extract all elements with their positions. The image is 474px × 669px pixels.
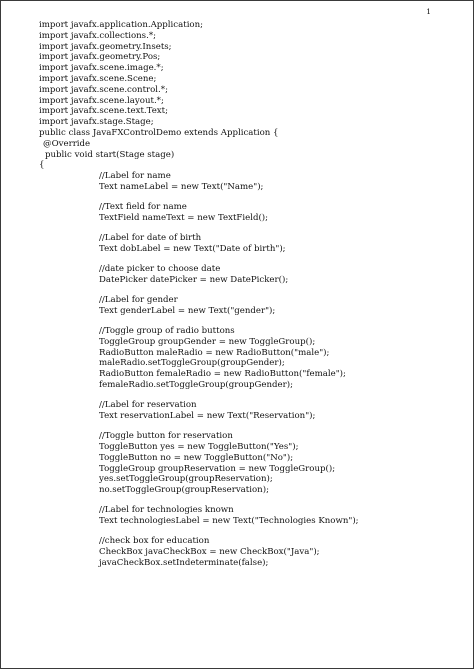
code-line: DatePicker datePicker = new DatePicker(); [99, 274, 289, 285]
code-line: ToggleButton no = new ToggleButton("No"); [99, 452, 294, 463]
code-line: TextField nameText = new TextField(); [99, 212, 269, 223]
code-line: //Text field for name [99, 202, 187, 213]
code-line: //Label for name [99, 171, 171, 182]
code-line: import javafx.scene.image.*; [39, 63, 164, 74]
code-line: CheckBox javaCheckBox = new CheckBox("Java"); [99, 547, 320, 558]
blank-line [39, 422, 463, 431]
code-line: @Override [43, 138, 91, 149]
page-number: 1 [426, 7, 431, 16]
blank-line [39, 317, 463, 326]
blank-line [39, 496, 463, 505]
code-line: import javafx.scene.text.Text; [39, 106, 168, 117]
code-line: RadioButton maleRadio = new RadioButton("male"); [99, 347, 330, 358]
code-line: maleRadio.setToggleGroup(groupGender); [99, 358, 285, 369]
blank-line [39, 527, 463, 536]
code-line: Text technologiesLabel = new Text("Technologies Known"); [99, 516, 359, 527]
code-line: import javafx.geometry.Pos; [39, 52, 161, 63]
code-line: import javafx.geometry.Insets; [39, 41, 172, 52]
code-line: public class JavaFXControlDemo extends Application { [39, 127, 279, 138]
code-line: public void start(Stage stage) [45, 149, 175, 160]
code-line: ToggleButton yes = new ToggleButton("Yes"); [99, 442, 299, 453]
code-line: //Label for date of birth [99, 233, 202, 244]
code-line: //Toggle group of radio buttons [99, 326, 235, 337]
code-line: import javafx.scene.Scene; [39, 73, 157, 84]
code-line: no.setToggleGroup(groupReservation); [99, 485, 269, 496]
code-line: ToggleGroup groupGender = new ToggleGroup(); [99, 336, 316, 347]
code-line: //Toggle button for reservation [99, 431, 233, 442]
blank-line [39, 255, 463, 264]
code-line: femaleRadio.setToggleGroup(groupGender); [99, 380, 293, 391]
code-line: yes.setToggleGroup(groupReservation); [99, 474, 273, 485]
code-line: import javafx.application.Application; [39, 20, 204, 30]
code-line: import javafx.stage.Stage; [39, 117, 154, 128]
code-line: import javafx.collections.*; [39, 30, 157, 41]
code-line: import javafx.scene.control.*; [39, 84, 168, 95]
code-line: import javafx.scene.layout.*; [39, 95, 164, 106]
blank-line [39, 286, 463, 295]
code-line: Text dobLabel = new Text("Date of birth"); [99, 243, 286, 254]
code-line: //Label for technologies known [99, 505, 234, 516]
code-line: //date picker to choose date [99, 264, 221, 275]
code-line: //check box for education [99, 536, 210, 547]
blank-line [39, 391, 463, 400]
code-line: ToggleGroup groupReservation = new ToggleGroup(); [99, 463, 336, 474]
blank-line [39, 224, 463, 233]
code-line: //Label for reservation [99, 400, 197, 411]
code-listing [39, 20, 463, 569]
code-line: Text reservationLabel = new Text("Reservation"); [99, 411, 316, 422]
code-line: Text genderLabel = new Text("gender"); [99, 305, 276, 316]
blank-line [39, 193, 463, 202]
code-line: javaCheckBox.setIndeterminate(false); [99, 557, 269, 568]
code-line: { [39, 160, 45, 171]
code-line: //Label for gender [99, 295, 178, 306]
code-line: Text nameLabel = new Text("Name"); [99, 181, 264, 192]
code-line: RadioButton femaleRadio = new RadioButton("female"); [99, 369, 346, 380]
